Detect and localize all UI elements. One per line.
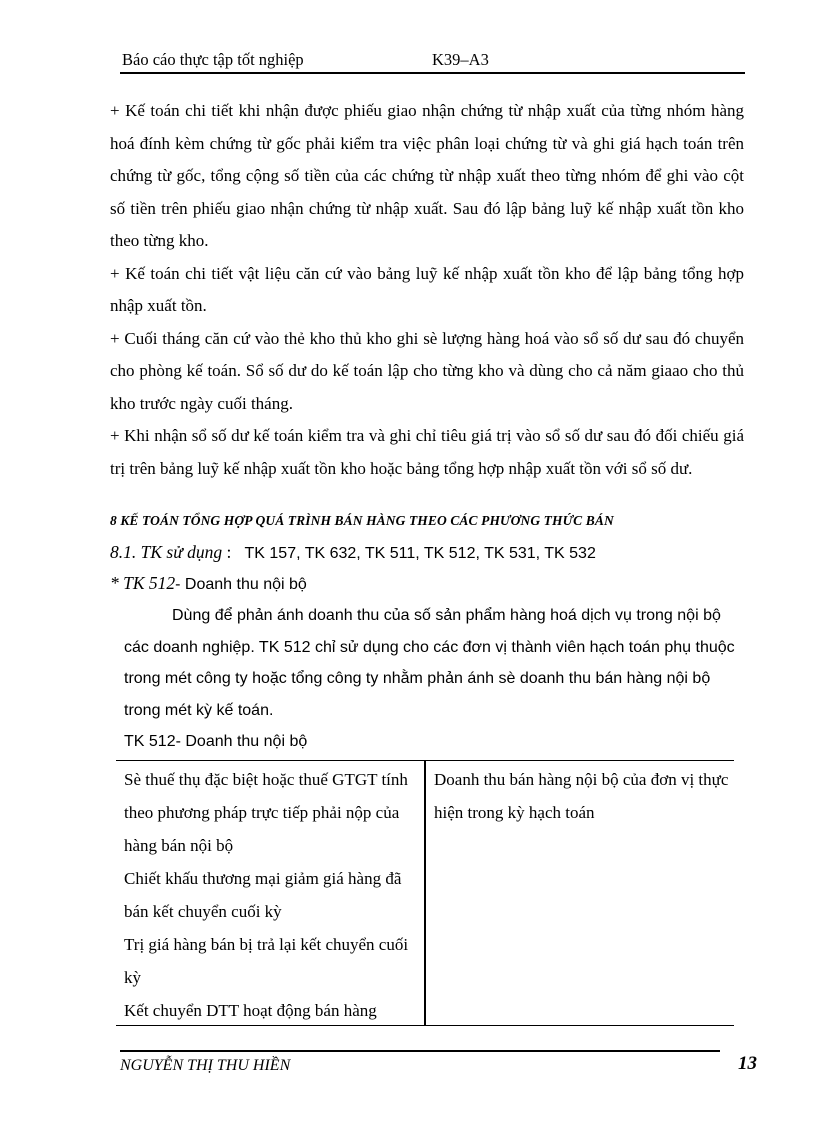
account-description: Dùng để phản ánh doanh thu của số sản phẩm hàng hoá dịch vụ trong nội bộ các doanh nghiệp. TK 512 chỉ sử dụng cho các đơn vị thành viên hạch toán phụ thuộc trong mét công ty hoặc tổng công ty nhằm phản ánh sè doanh thu bán hàng nội bộ trong mét kỳ kế toán.	[124, 607, 735, 719]
paragraph: + Cuối tháng căn cứ vào thẻ kho thủ kho ghi sè lượng hàng hoá vào sổ số dư sau đó chuyển cho phòng kế toán. Sổ số dư do kế toán lập cho từng kho và dùng cho cả năm giaao cho thủ kho trước ngày cuối tháng.	[110, 328, 744, 413]
footer-rule	[120, 1050, 720, 1052]
account-list: TK 157, TK 632, TK 511, TK 512, TK 531, TK 532	[244, 545, 596, 562]
paragraph: + Kế toán chi tiết vật liệu căn cứ vào bảng luỹ kế nhập xuất tồn kho để lập bảng tổng hợp nhập xuất tồn.	[110, 263, 744, 315]
debit-line: Sè thuế thụ đặc biệt hoặc thuế GTGT tính theo phương pháp trực tiếp phải nộp của hàng bán nội bộ	[124, 770, 408, 855]
subsection-heading	[110, 542, 750, 563]
credit-column	[434, 763, 734, 829]
account-heading	[110, 573, 307, 594]
debit-column	[124, 763, 420, 1027]
account-name: - Doanh thu nội bộ	[175, 576, 307, 593]
t-account-table	[116, 760, 734, 1026]
author-name: NGUYỄN THỊ THU HIỀN	[120, 1057, 291, 1074]
subsection-separator: :	[222, 542, 232, 562]
body-paragraphs	[110, 95, 744, 485]
page-header	[120, 50, 745, 74]
debit-line: Kết chuyển DTT hoạt động bán hàng	[124, 1001, 377, 1020]
account-code: * TK 512	[110, 573, 176, 593]
page-number: 13	[738, 1053, 757, 1074]
credit-line: Doanh thu bán hàng nội bộ của đơn vị thực hiện trong kỳ hạch toán	[434, 770, 729, 822]
subsection-number: 8.1. TK sử dụng	[110, 542, 223, 562]
debit-line: Chiết khấu thương mại giảm giá hàng đã bán kết chuyển cuối kỳ	[124, 869, 402, 921]
paragraph: + Kế toán chi tiết khi nhận được phiếu giao nhận chứng từ nhập xuất của từng nhóm hàng hoá đính kèm chứng từ gốc phải kiểm tra việc phân loại chứng từ và ghi giá hạch toán trên chứng từ gốc, tổng cộng số tiền của các chứng từ nhập xuất theo từng nhóm để ghi vào cột số tiền trên phiếu giao nhận chứng từ nhập xuất. Sau đó lập bảng luỹ kế nhập xuất tồn kho theo từng kho.	[110, 101, 744, 250]
t-account-label: TK 512- Doanh thu nội bộ	[124, 733, 308, 750]
t-account-divider	[424, 761, 426, 1025]
report-title: Báo cáo thực tập tốt nghiệp	[122, 50, 304, 69]
paragraph: + Khi nhận sổ số dư kế toán kiểm tra và ghi chỉ tiêu giá trị vào sổ số dư sau đó đối chiếu giá trị trên bảng luỹ kế nhập xuất tồn kho hoặc bảng tổng hợp nhập xuất tồn với sổ số dư.	[110, 426, 744, 478]
section-heading: 8 KẾ TOÁN TỔNG HỢP QUÁ TRÌNH BÁN HÀNG THEO CÁC PHƯƠNG THỨC BÁN	[110, 513, 614, 528]
class-code: K39–A3	[432, 50, 489, 69]
debit-line: Trị giá hàng bán bị trả lại kết chuyển cuối kỳ	[124, 935, 409, 987]
account-description-block	[124, 600, 744, 758]
